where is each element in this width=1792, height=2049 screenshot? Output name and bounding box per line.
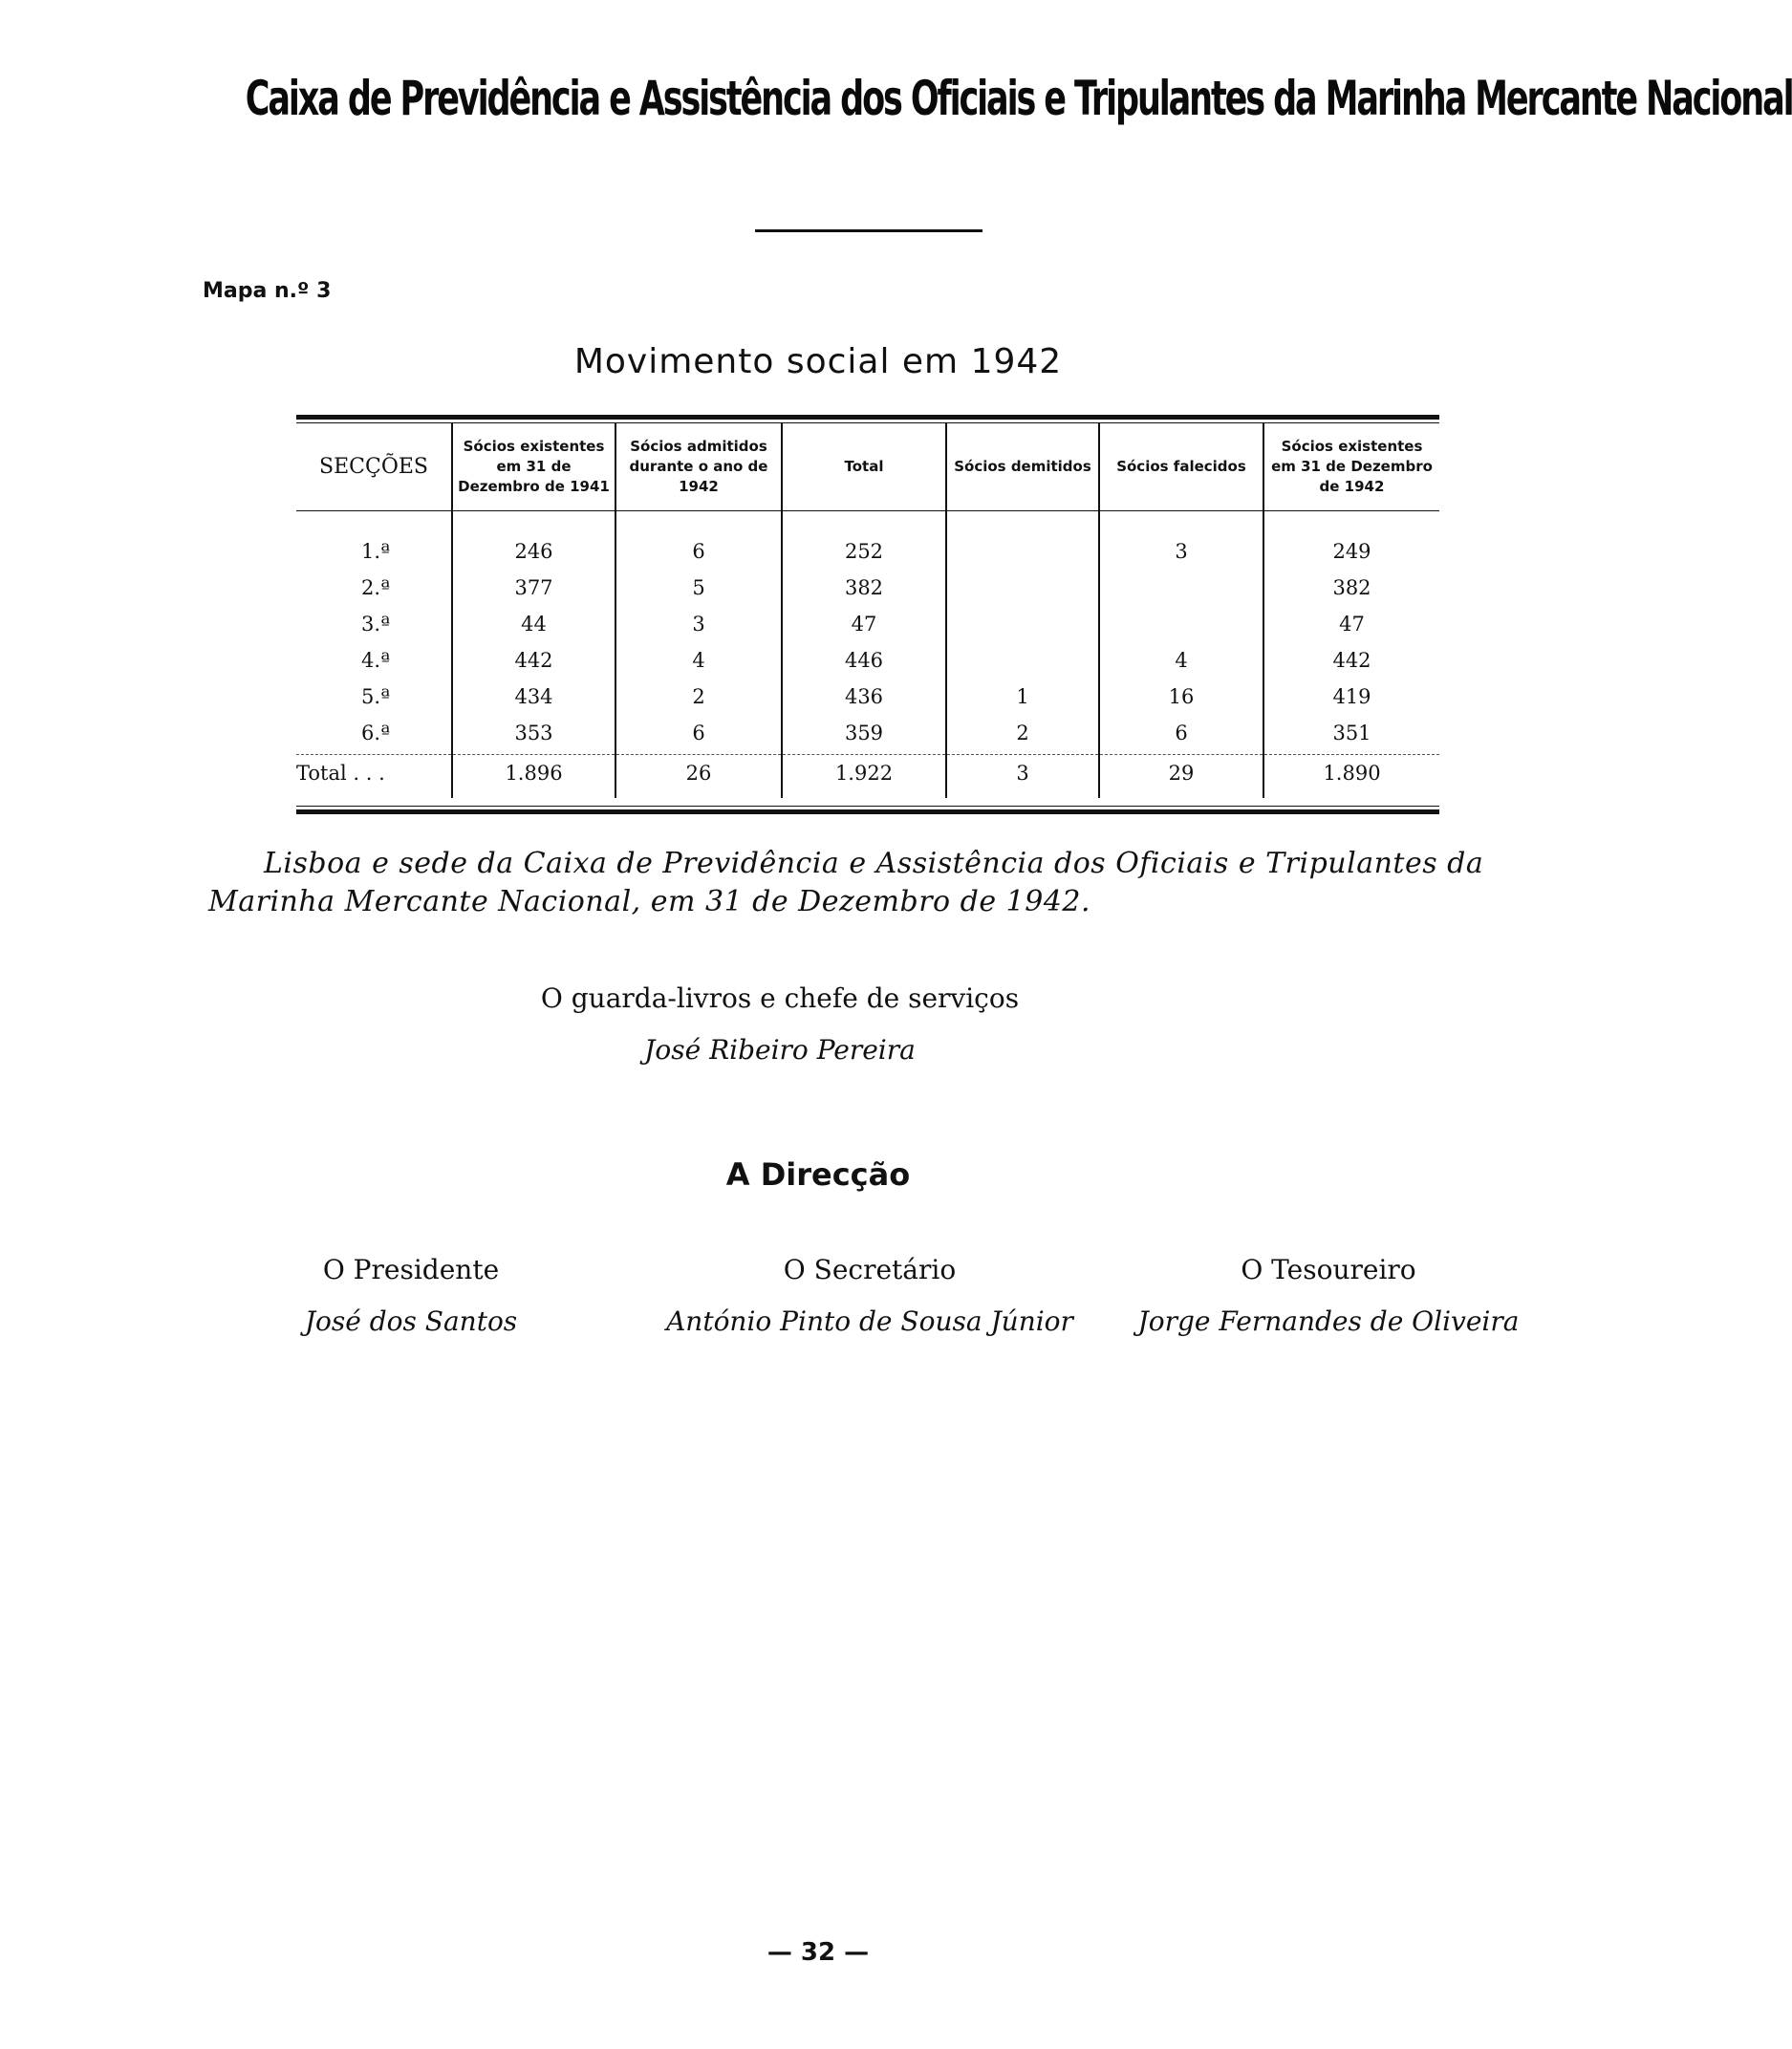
header-divider bbox=[755, 229, 982, 232]
table-cell: 434 bbox=[452, 679, 615, 715]
table-cell: 5.ª bbox=[361, 685, 391, 708]
table-bottom-rule-thin bbox=[296, 806, 1439, 807]
table-cell: 446 bbox=[782, 642, 946, 679]
table-header-row bbox=[296, 423, 1439, 511]
column-header: Sócios existentes em 31 de Dezembro de 1942 bbox=[1263, 423, 1439, 511]
movimento-table-wrapper bbox=[296, 415, 1439, 814]
table-cell: 5 bbox=[615, 570, 782, 606]
table-cell: 3 bbox=[1099, 511, 1263, 571]
direccao-title: A Direcção bbox=[725, 1156, 911, 1193]
movimento-table bbox=[296, 423, 1439, 798]
header-title: Caixa de Previdência e Assistência dos Oficiais e Tripulantes da Marinha Mercante Nacional bbox=[245, 71, 1792, 126]
table-cell: 246 bbox=[452, 511, 615, 571]
table-cell: 4 bbox=[1099, 642, 1263, 679]
signatory-role: O Tesoureiro bbox=[1241, 1254, 1416, 1285]
table-cell: 442 bbox=[452, 642, 615, 679]
column-header: Sócios demitidos bbox=[946, 423, 1099, 511]
table-cell: 4 bbox=[615, 642, 782, 679]
chief-title: O guarda-livros e chefe de serviços bbox=[540, 982, 1020, 1014]
table-cell: 2 bbox=[615, 679, 782, 715]
table-cell: 1.890 bbox=[1263, 755, 1439, 799]
table-cell: 6.ª bbox=[296, 715, 452, 755]
table-cell bbox=[946, 570, 1099, 606]
table-cell: 351 bbox=[1263, 715, 1439, 755]
signatory-name: Jorge Fernandes de Oliveira bbox=[1137, 1305, 1520, 1337]
table-cell: 16 bbox=[1099, 679, 1263, 715]
table-cell: 3 bbox=[615, 606, 782, 642]
table-cell: 382 bbox=[782, 570, 946, 606]
column-header: Sócios admitidos durante o ano de 1942 bbox=[615, 423, 782, 511]
table-cell: 29 bbox=[1099, 755, 1263, 799]
table-cell: 419 bbox=[1263, 679, 1439, 715]
table-cell: 249 bbox=[1263, 511, 1439, 571]
table-row bbox=[296, 642, 1439, 679]
table-cell bbox=[1099, 606, 1263, 642]
table-cell bbox=[1099, 570, 1263, 606]
table-row bbox=[296, 511, 1439, 571]
table-cell: 4.ª bbox=[361, 649, 391, 672]
table-cell bbox=[946, 606, 1099, 642]
table-cell: 1 bbox=[946, 679, 1099, 715]
table-cell: 377 bbox=[452, 570, 615, 606]
table-cell bbox=[946, 511, 1099, 571]
total-label: Total . . . bbox=[296, 762, 385, 785]
table-cell: 44 bbox=[452, 606, 615, 642]
table-row bbox=[296, 570, 1439, 606]
table-cell: 436 bbox=[782, 679, 946, 715]
column-header: Total bbox=[782, 423, 946, 511]
page-number: — 32 — bbox=[766, 1938, 870, 1967]
table-row bbox=[296, 715, 1439, 755]
table-bottom-rule bbox=[296, 809, 1439, 814]
table-cell: 47 bbox=[782, 606, 946, 642]
table-title: Movimento social em 1942 bbox=[573, 342, 1063, 381]
table-cell: 26 bbox=[615, 755, 782, 799]
table-cell: 382 bbox=[1263, 570, 1439, 606]
table-cell: 6 bbox=[615, 715, 782, 755]
signatory-name: José dos Santos bbox=[304, 1305, 518, 1337]
table-cell: 252 bbox=[782, 511, 946, 571]
table-cell: 1.922 bbox=[782, 755, 946, 799]
table-cell: 3.ª bbox=[361, 613, 391, 636]
map-label: Mapa n.º 3 bbox=[203, 279, 332, 303]
table-total-row bbox=[296, 755, 1439, 799]
chief-signature: José Ribeiro Pereira bbox=[644, 1034, 916, 1066]
table-top-rule bbox=[296, 415, 1439, 420]
table-cell: 1.ª bbox=[361, 540, 391, 563]
column-header: Sócios existentes em 31 de Dezembro de 1941 bbox=[452, 423, 615, 511]
table-cell: 359 bbox=[782, 715, 946, 755]
table-cell: 6 bbox=[1099, 715, 1263, 755]
place-date-statement bbox=[208, 845, 1527, 921]
table-row bbox=[296, 606, 1439, 642]
table-cell: 353 bbox=[452, 715, 615, 755]
table-row bbox=[296, 679, 1439, 715]
table-cell: 2.ª bbox=[361, 576, 391, 599]
signatory-role: O Presidente bbox=[322, 1254, 500, 1285]
column-header: SECÇÕES bbox=[296, 423, 452, 511]
table-cell: 1.896 bbox=[452, 755, 615, 799]
table-cell bbox=[946, 642, 1099, 679]
table-cell: 442 bbox=[1263, 642, 1439, 679]
table-cell: 2 bbox=[946, 715, 1099, 755]
signatory-name: António Pinto de Sousa Júnior bbox=[666, 1305, 1073, 1337]
column-header: Sócios falecidos bbox=[1099, 423, 1263, 511]
signatory-role: O Secretário bbox=[783, 1254, 957, 1285]
table-cell: 6 bbox=[615, 511, 782, 571]
table-cell: 3 bbox=[946, 755, 1099, 799]
place-date-text: Lisboa e sede da Caixa de Previdência e Assistência dos Oficiais e Tripulantes da Marinha Mercante Nacional, em 31 de Dezembro de 1942. bbox=[208, 847, 1484, 918]
table-cell: 47 bbox=[1263, 606, 1439, 642]
